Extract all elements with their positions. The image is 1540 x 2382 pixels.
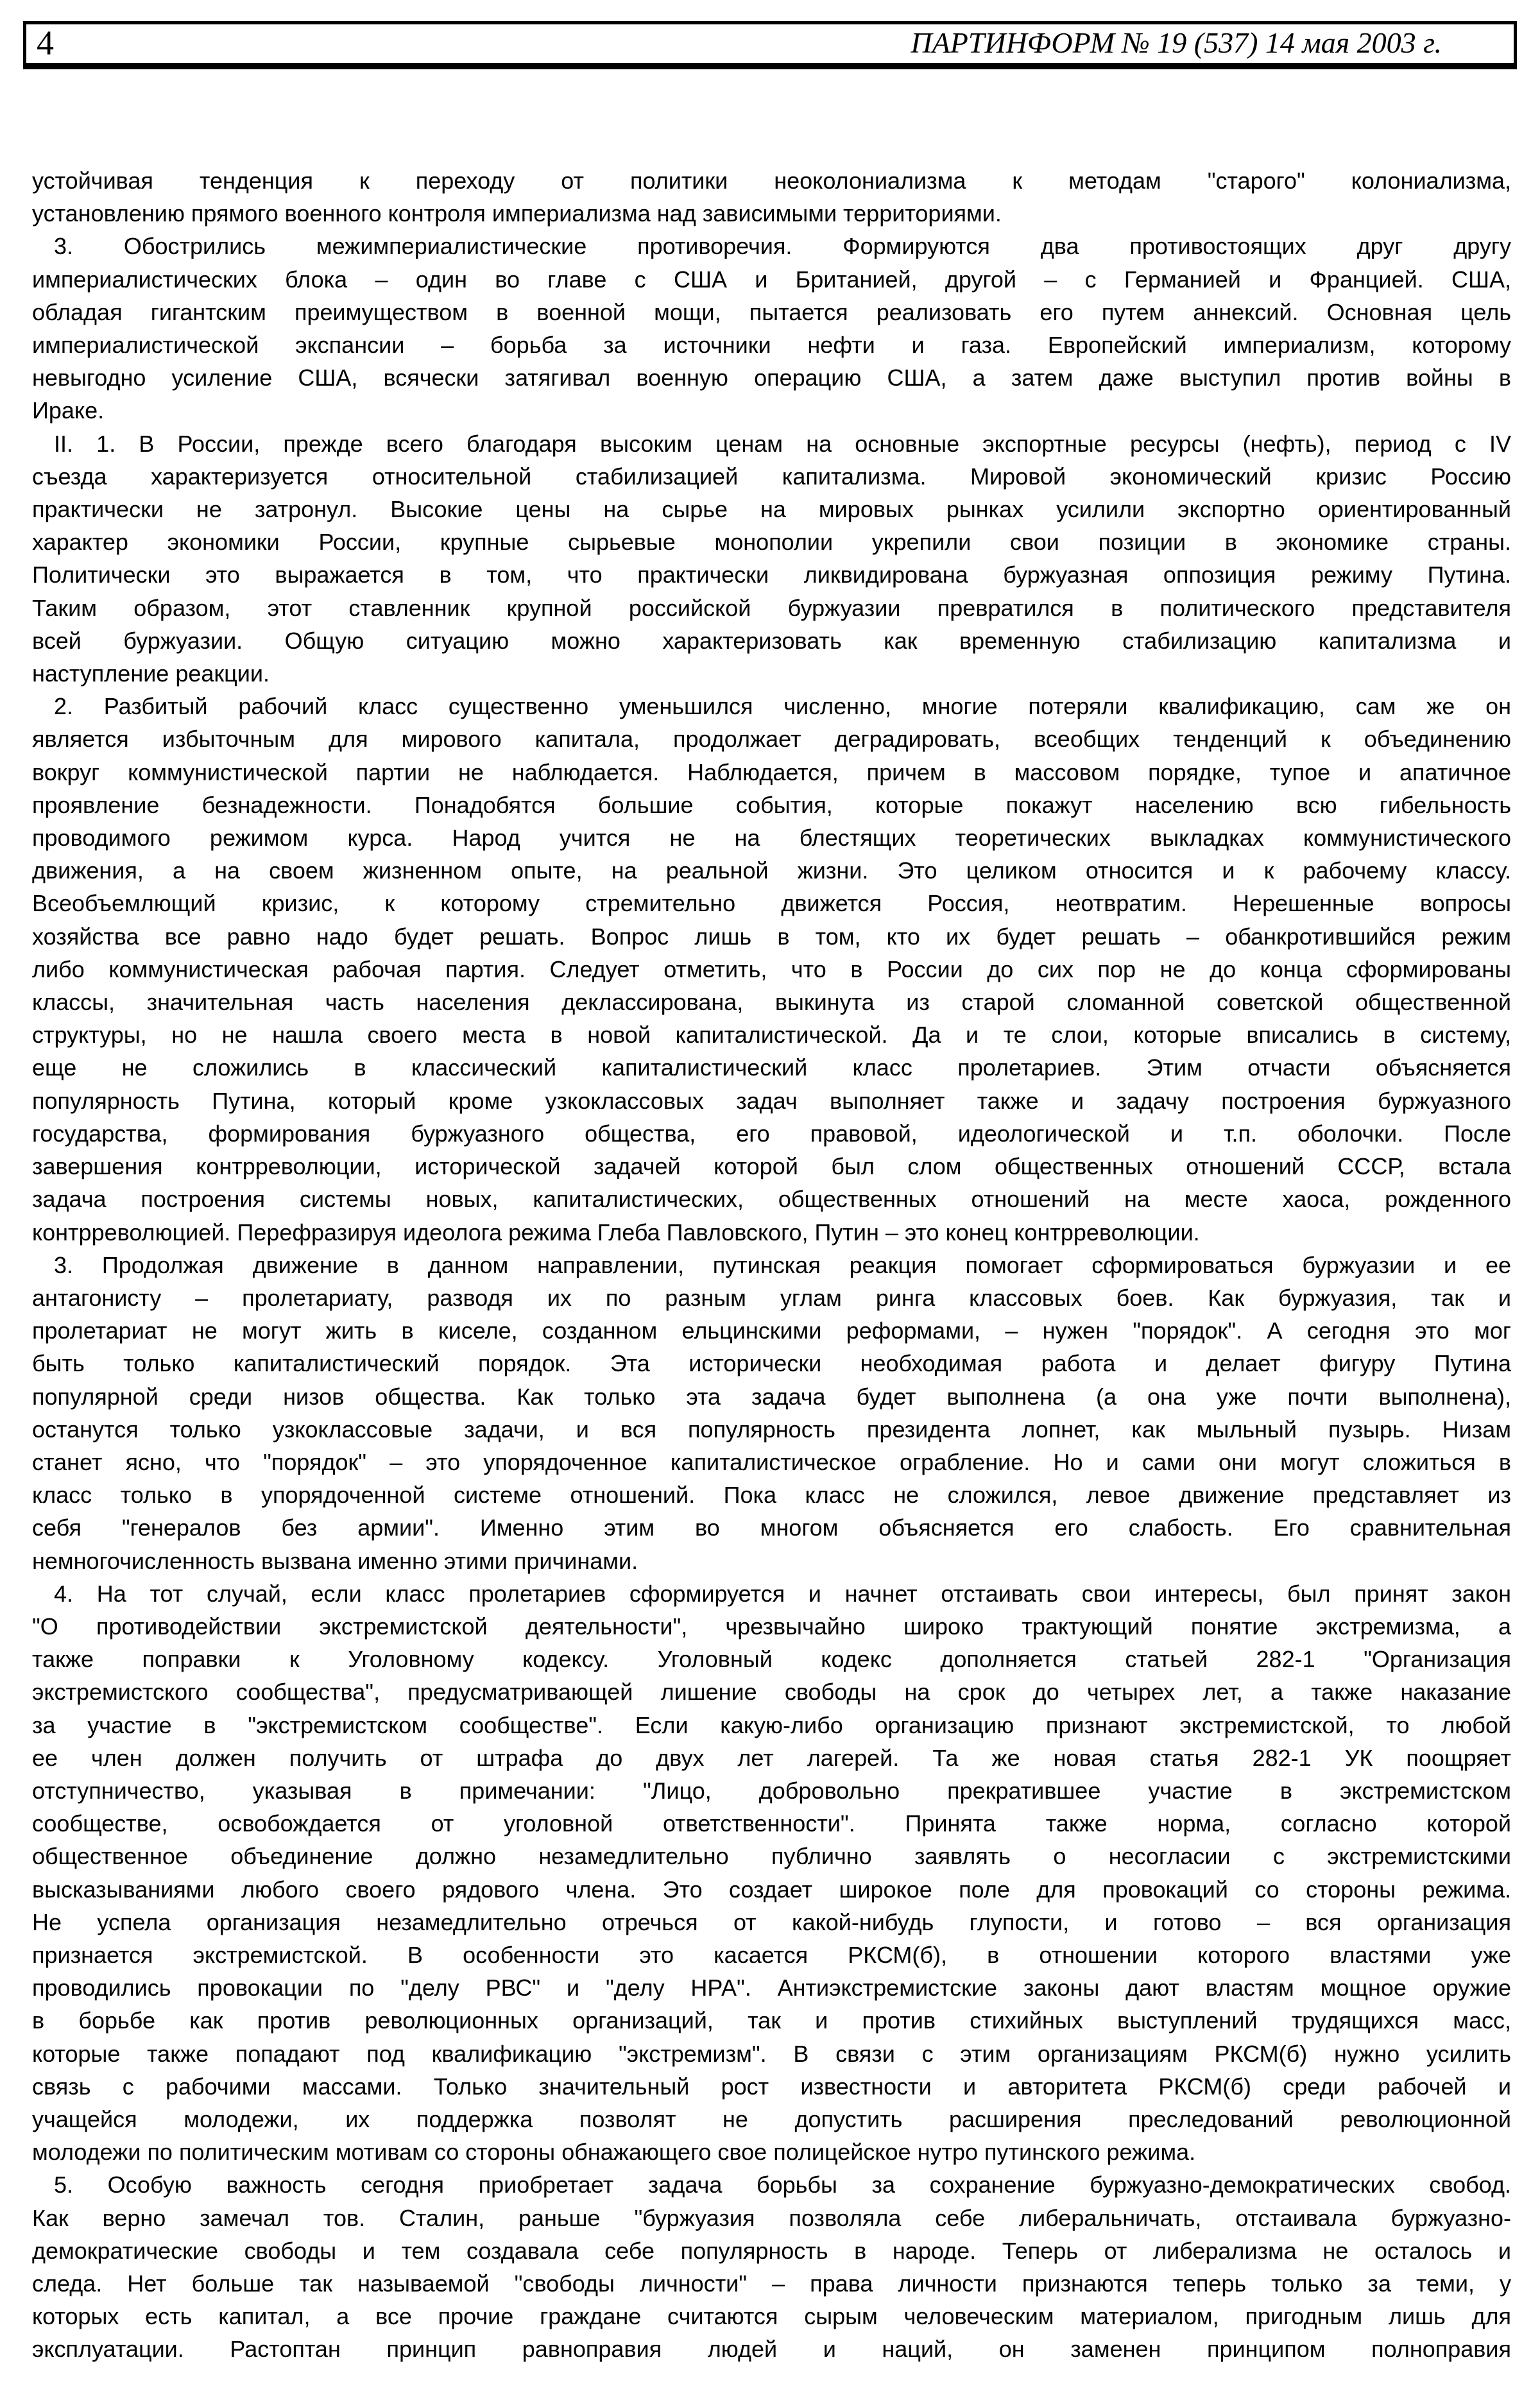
text-line: пролетариат не могут жить в киселе, созданном ельцинскими реформами, – нужен "порядок". А сегодня это мог [32, 1317, 1511, 1344]
text-line: учащейся молодежи, их поддержка позволят не допустить расширения преследований революционной [32, 2105, 1511, 2132]
text-line: себя "генералов без армии". Именно этим во многом объясняется его слабость. Его сравнительная [32, 1514, 1511, 1541]
text-line: в борьбе как против революционных организаций, так и против стихийных выступлений трудящихся масс, [32, 2007, 1511, 2034]
page-number: 4 [37, 24, 54, 62]
document-body [32, 164, 1511, 2366]
text-line: 3. Обострились межимпериалистические противоречия. Формируются два противостоящих друг другу [54, 233, 1511, 260]
text-line: останутся только узкоклассовые задачи, и вся популярность президента лопнет, как мыльный пузырь. Низам [32, 1416, 1511, 1443]
text-line: невыгодно усиление США, всячески затягивал военную операцию США, а затем даже выступил против войны в [32, 364, 1511, 391]
text-line: Как верно замечал тов. Сталин, раньше "буржуазия позволяла себе либеральничать, отстаивала буржуазно- [32, 2204, 1511, 2231]
text-line: проводились провокации по "делу РВС" и "делу НРА". Антиэкстремистские законы дают властям мощное оружие [32, 1975, 1511, 2001]
text-line: устойчивая тенденция к переходу от политики неоколониализма к методам "старого" колониализма, [32, 167, 1511, 194]
text-line: общественное объединение должно незамедлительно публично заявлять о несогласии с экстремистскими [32, 1843, 1511, 1870]
text-line: является избыточным для мирового капитала, продолжает деградировать, всеобщих тенденций к объединению [32, 726, 1511, 753]
text-line: Ираке. [32, 397, 105, 424]
text-line: контрреволюцией. Перефразируя идеолога режима Глеба Павловского, Путин – это конец контрреволюции. [32, 1219, 1200, 1246]
text-line: 5. Особую важность сегодня приобретает задача борьбы за сохранение буржуазно-демократических свобод. [54, 2172, 1511, 2198]
text-line: либо коммунистическая рабочая партия. Следует отметить, что в России до сих пор не до конца сформированы [32, 955, 1511, 982]
text-line: которые также попадают под квалификацию "экстремизм". В связи с этим организациям РКСМ(б) нужно усилить [32, 2040, 1511, 2067]
text-line: Не успела организация незамедлительно отречься от какой-нибудь глупости, и готово – вся организация [32, 1908, 1511, 1935]
text-line: антагонисту – пролетариату, разводя их по разным углам ринга классовых боев. Как буржуазия, так и [32, 1284, 1511, 1311]
text-line: наступление реакции. [32, 660, 270, 687]
text-line: обладая гигантским преимуществом в военной мощи, пытается реализовать его путем аннексий. Основная цель [32, 298, 1511, 325]
text-line: Таким образом, этот ставленник крупной российской буржуазии превратился в политического представителя [32, 594, 1511, 621]
text-line: которых есть капитал, а все прочие граждане считаются сырым человеческим материалом, пригодным лишь для [32, 2303, 1511, 2330]
text-line: съезда характеризуется относительной стабилизацией капитализма. Мировой экономический кризис Россию [32, 463, 1511, 490]
paragraph [32, 690, 1511, 1248]
text-line: вокруг коммунистической партии не наблюдается. Наблюдается, причем в массовом порядке, тупое и апатичное [32, 758, 1511, 785]
text-line: также поправки к Уголовному кодексу. Уголовный кодекс дополняется статьей 282-1 "Организация [32, 1646, 1511, 1673]
text-line: 3. Продолжая движение в данном направлении, путинская реакция помогает сформироваться буржуазии и ее [54, 1251, 1511, 1278]
text-line: государства, формирования буржуазного общества, его правовой, идеологической и т.п. оболочки. После [32, 1120, 1511, 1147]
text-line: II. 1. В России, прежде всего благодаря высоким ценам на основные экспортные ресурсы (нефть), период с IV [54, 430, 1511, 457]
text-line: хозяйства все равно надо будет решать. Вопрос лишь в том, кто их будет решать – обанкротившийся режим [32, 923, 1511, 950]
text-line: демократические свободы и тем создавала себе популярность в народе. Теперь от либерализма не осталось и [32, 2237, 1511, 2264]
publication-title: ПАРТИНФОРМ № 19 (537) 14 мая 2003 г. [911, 26, 1442, 59]
text-line: Политически это выражается в том, что практически ликвидирована буржуазная оппозиция режиму Путина. [32, 561, 1511, 588]
text-line: 2. Разбитый рабочий класс существенно уменьшился численно, многие потеряли квалификацию, сам же он [54, 693, 1511, 720]
text-line: Всеобъемлющий кризис, к которому стремительно движется Россия, неотвратим. Нерешенные вопросы [32, 890, 1511, 917]
text-line: империалистической экспансии – борьба за источники нефти и газа. Европейский империализм, которому [32, 332, 1511, 359]
text-line: практически не затронул. Высокие цены на сырье на мировых рынках усилили экспортно ориентированный [32, 496, 1511, 523]
paragraph [32, 1249, 1511, 1577]
text-line: отступничество, указывая в примечании: "Лицо, добровольно прекратившее участие в экстремистском [32, 1777, 1511, 1804]
text-line: структуры, но не нашла своего места в новой капиталистической. Да и те слои, которые вписались в систему, [32, 1022, 1511, 1049]
text-line: эксплуатации. Растоптан принцип равноправия людей и наций, он заменен принципом полноправия [32, 2336, 1511, 2363]
text-line: проявление безнадежности. Понадобятся большие события, которые покажут населению всю гибельность [32, 791, 1511, 818]
text-line: установлению прямого военного контроля империализма над зависимыми территориями. [32, 200, 1002, 227]
text-line: всей буржуазии. Общую ситуацию можно характеризовать как временную стабилизацию капитализма и [32, 627, 1511, 654]
paragraph [32, 1577, 1511, 2169]
paragraph [32, 230, 1511, 427]
text-line: признается экстремистской. В особенности это касается РКСМ(б), в отношении которого властями уже [32, 1941, 1511, 1968]
text-line: империалистических блока – один во главе с США и Британией, другой – с Германией и Францией. США, [32, 266, 1511, 293]
text-line: станет ясно, что "порядок" – это упорядоченное капиталистическое ограбление. Но и сами они могут сложиться в [32, 1448, 1511, 1475]
text-line: быть только капиталистический порядок. Эта исторически необходимая работа и делает фигуру Путина [32, 1350, 1511, 1377]
paragraph [32, 427, 1511, 690]
text-line: немногочисленность вызвана именно этими причинами. [32, 1547, 638, 1574]
text-line: "О противодействии экстремистской деятельности", чрезвычайно широко трактующий понятие экстремизма, а [32, 1613, 1511, 1640]
text-line: сообществе, освобождается от уголовной ответственности". Принята также норма, согласно которой [32, 1810, 1511, 1837]
text-line: еще не сложились в классический капиталистический класс пролетариев. Этим отчасти объясняется [32, 1054, 1511, 1081]
text-line: следа. Нет больше так называемой "свободы личности" – права личности признаются теперь только за теми, у [32, 2270, 1511, 2297]
text-line: связь с рабочими массами. Только значительный рост известности и авторитета РКСМ(б) среди рабочей и [32, 2073, 1511, 2100]
text-line: класс только в упорядоченной системе отношений. Пока класс не сложился, левое движение представляет из [32, 1482, 1511, 1509]
paragraph [32, 2168, 1511, 2365]
text-line: характер экономики России, крупные сырьевые монополии укрепили свои позиции в экономике страны. [32, 529, 1511, 556]
text-line: движения, а на своем жизненном опыте, на реальной жизни. Это целиком относится и к рабочему классу. [32, 857, 1511, 884]
text-line: популярной среди низов общества. Как только эта задача будет выполнена (а она уже почти выполнена), [32, 1383, 1511, 1410]
text-line: популярность Путина, который кроме узкоклассовых задач выполняет также и задачу построения буржуазного [32, 1087, 1511, 1114]
text-line: ее член должен получить от штрафа до двух лет лагерей. Та же новая статья 282-1 УК поощряет [32, 1744, 1511, 1771]
text-line: молодежи по политическим мотивам со стороны обнажающего свое полицейское нутро путинского режима. [32, 2139, 1196, 2166]
paragraph [32, 164, 1511, 230]
text-line: 4. На тот случай, если класс пролетариев сформируется и начнет отстаивать свои интересы, был принят закон [54, 1580, 1511, 1607]
text-line: завершения контрреволюции, исторической задачей которой был слом общественных отношений СССР, встала [32, 1153, 1511, 1180]
text-line: классы, значительная часть населения деклассирована, выкинута из старой сломанной советской общественной [32, 989, 1511, 1016]
text-line: экстремистского сообщества", предусматривающей лишение свободы на срок до четырех лет, а также наказание [32, 1679, 1511, 1706]
text-line: задача построения системы новых, капиталистических, общественных отношений на месте хаоса, рожденного [32, 1186, 1511, 1213]
text-line: проводимого режимом курса. Народ учится не на блестящих теоретических выкладках коммунистического [32, 825, 1511, 852]
text-line: высказываниями любого своего рядового члена. Это создает широкое поле для провокаций со стороны режима. [32, 1876, 1511, 1903]
text-line: за участие в "экстремистском сообществе". Если какую-либо организацию признают экстремистской, то любой [32, 1711, 1511, 1738]
page-header [23, 21, 1517, 69]
